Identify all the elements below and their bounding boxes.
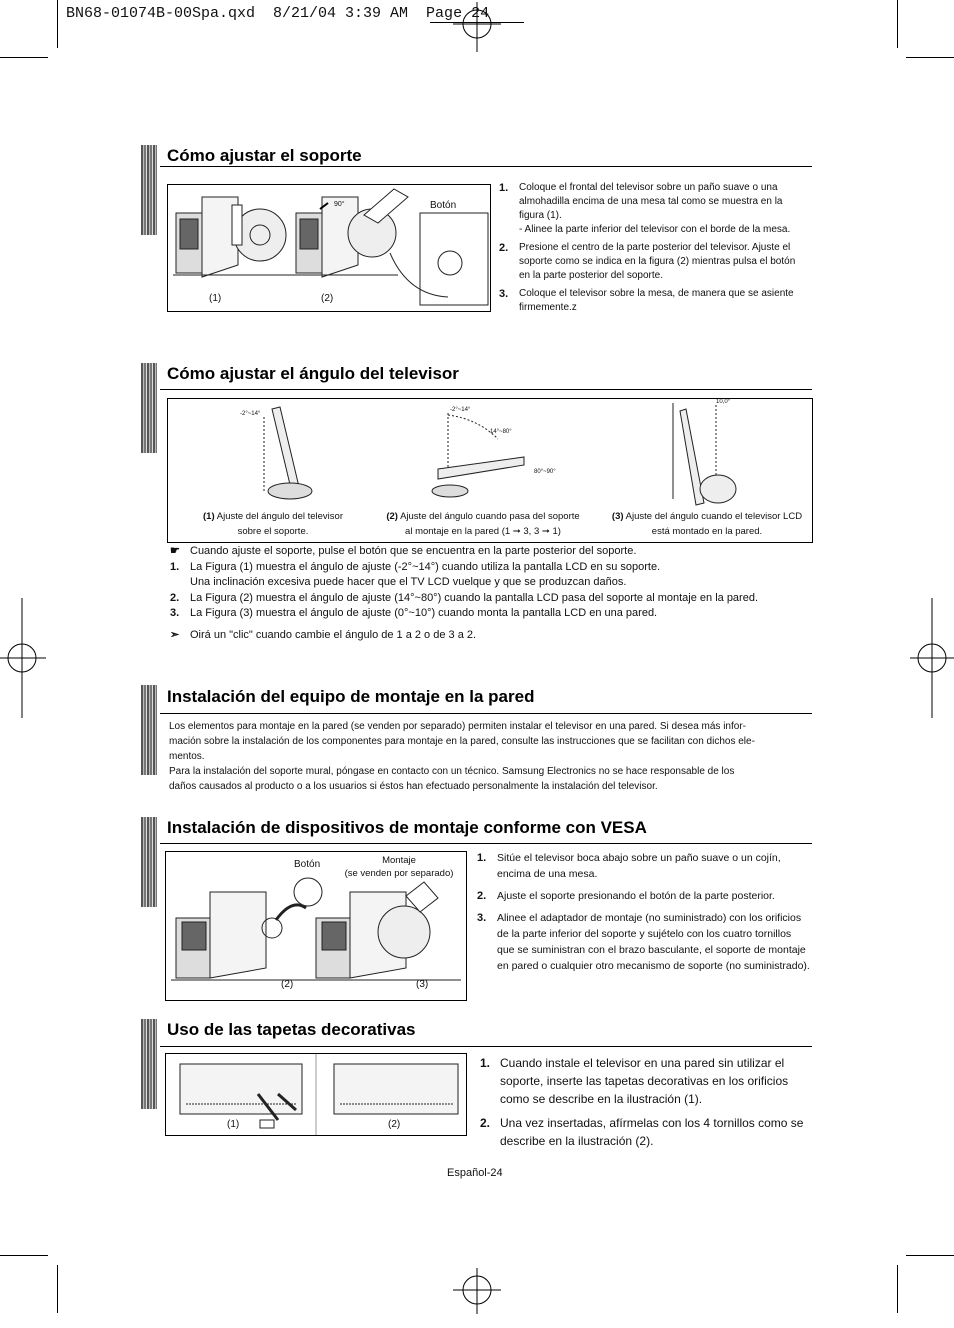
- label-boton: Botón: [294, 859, 321, 870]
- registration-mark-icon: [908, 598, 954, 718]
- label-boton: Botón: [430, 200, 457, 211]
- section-rule: [160, 166, 812, 167]
- step-item: 1. Sitúe el televisor boca abajo sobre un paño suave o un cojín, encima de una mesa.: [477, 852, 781, 880]
- section-bar: [141, 685, 157, 775]
- label-montaje: Montaje (se venden por separado): [344, 855, 454, 879]
- figure-caption-1: (1) Ajuste del ángulo del televisor sobre el soporte.: [203, 511, 343, 537]
- step-item: 2. Ajuste el soporte presionando el botón de la parte posterior.: [477, 890, 775, 902]
- step-item: 1. Coloque el frontal del televisor sobre un paño suave o una almohadilla encima de una mesa tal como se muestra en la figura (1). - Alinee la parte inferior del televisor con el borde de la mesa.: [499, 182, 791, 235]
- angle-label: 10,0°: [716, 399, 731, 405]
- crop-mark: [0, 57, 48, 58]
- arrow-tip-icon: ➣: [170, 628, 180, 641]
- section-bar: [141, 363, 157, 453]
- angle-label: 14°~80°: [490, 429, 512, 435]
- crop-mark: [906, 57, 954, 58]
- figure-caption-2: (2): [281, 979, 294, 990]
- crop-mark: [897, 0, 898, 48]
- figure-vesa: [165, 851, 467, 1001]
- section-title: Cómo ajustar el soporte: [167, 146, 362, 165]
- arrow-right-icon: ➞: [539, 526, 550, 537]
- angle-notes: [170, 544, 810, 643]
- step-item: 3. Alinee el adaptador de montaje (no suministrado) con los orificios de la parte inferior del soporte y sujételo con los cuatro tornillos que se suministran con el brazo basculante, el soporte de montaje en pared o cualquier otro mecanismo de soporte (no suministrado).: [477, 912, 810, 972]
- pointing-hand-icon: ☛: [170, 545, 180, 557]
- section-title: Cómo ajustar el ángulo del televisor: [167, 364, 459, 383]
- crop-mark: [0, 1255, 48, 1256]
- step-item: 1. Cuando instale el televisor en una pared sin utilizar el soporte, inserte las tapetas decorativas en los orificios como se describe en la ilustración (1).: [480, 1056, 789, 1106]
- section-rule: [160, 389, 812, 390]
- angle-label: 80°~90°: [534, 469, 556, 475]
- figure-caption-3: (3): [416, 979, 429, 990]
- step-item: 2. Una vez insertadas, afírmelas con los 4 tornillos como se describe en la ilustración (2).: [480, 1116, 804, 1148]
- vesa-steps: [477, 850, 811, 978]
- section-bar: [141, 145, 157, 235]
- figure-caption-1: (1): [227, 1119, 240, 1130]
- section-title: Instalación de dispositivos de montaje conforme con VESA: [167, 818, 647, 837]
- angle-label: -2°~14°: [450, 407, 471, 413]
- section-title: Uso de las tapetas decorativas: [167, 1020, 416, 1039]
- decor-steps: [480, 1054, 810, 1154]
- section-bar: [141, 1019, 157, 1109]
- crop-mark: [906, 1255, 954, 1256]
- figure-caption-2: (2): [321, 293, 334, 304]
- wall-mount-text: Los elementos para montaje en la pared (se venden por separado) permiten instalar el televisor en una pared. Si desea más infor- mación sobre la instalación de los componentes para montaje en la pared, consulte las instrucciones que se facilitan con dichos ele- mentos. Para la instalación del soporte mural, póngase en contacto con un técnico. Samsung Electronics no se hace responsable de los daños causados al producto o a los usuarios si éstos han efectuado personalmente la instalación del televisor.: [169, 721, 755, 792]
- figure-decor-covers: [165, 1053, 467, 1136]
- label-90-degrees: 90°: [334, 201, 345, 208]
- section-rule: [160, 1046, 812, 1047]
- crop-mark: [57, 1265, 58, 1313]
- crop-mark: [897, 1265, 898, 1313]
- registration-mark-icon: [447, 1268, 507, 1328]
- arrow-right-icon: ➞: [510, 526, 521, 537]
- figure-angles: [167, 398, 813, 543]
- section-rule: [160, 843, 812, 844]
- tip-line: ➣ Oirá un "clic" cuando cambie el ángulo de 1 a 2 o de 3 a 2.: [170, 628, 810, 644]
- figure-stand: [167, 184, 491, 312]
- figure-caption-3: (3) Ajuste del ángulo cuando el televisor LCD está montado en la pared.: [611, 511, 803, 537]
- crop-mark: [57, 0, 58, 48]
- step-item: 3. Coloque el televisor sobre la mesa, de manera que se asiente firmemente.z: [499, 288, 794, 313]
- registration-mark-icon: [0, 598, 50, 718]
- figure-caption-2: (2) Ajuste del ángulo cuando pasa del soporte al montaje en la pared (1 ➞ 3, 3 ➞ 1): [386, 511, 580, 537]
- section-bar: [141, 817, 157, 907]
- angle-label: -2°~14°: [240, 411, 261, 417]
- step-item: 2. Presione el centro de la parte posterior del televisor. Ajuste el soporte como se indica en la figura (2) mientras pulsa el botón en la parte posterior del soporte.: [499, 242, 796, 281]
- figure-caption-1: (1): [209, 293, 222, 304]
- list-item: 2. La Figura (2) muestra el ángulo de ajuste (14°~80°) cuando la pantalla LCD pasa del soporte al montaje en la pared.: [170, 591, 759, 604]
- figure-caption-2: (2): [388, 1119, 401, 1130]
- file-slug: BN68-01074B-00Spa.qxd 8/21/04 3:39 AM Page 24: [66, 5, 490, 22]
- list-item: 1. La Figura (1) muestra el ángulo de ajuste (-2°~14°) cuando utiliza la pantalla LCD en su soporte. Una inclinación excesiva puede hacer que el TV LCD vuelque y que se produzcan daños.: [170, 560, 661, 588]
- list-item: 3. La Figura (3) muestra el ángulo de ajuste (0°~10°) cuando monta la pantalla LCD en una pared.: [170, 607, 658, 619]
- stand-steps: [499, 181, 809, 319]
- note-line: ☛ Cuando ajuste el soporte, pulse el botón que se encuentra en la parte posterior del soporte.: [170, 544, 810, 560]
- page-number: Español-24: [447, 1167, 503, 1179]
- section-title: Instalación del equipo de montaje en la pared: [167, 687, 535, 706]
- section-rule: [160, 713, 812, 714]
